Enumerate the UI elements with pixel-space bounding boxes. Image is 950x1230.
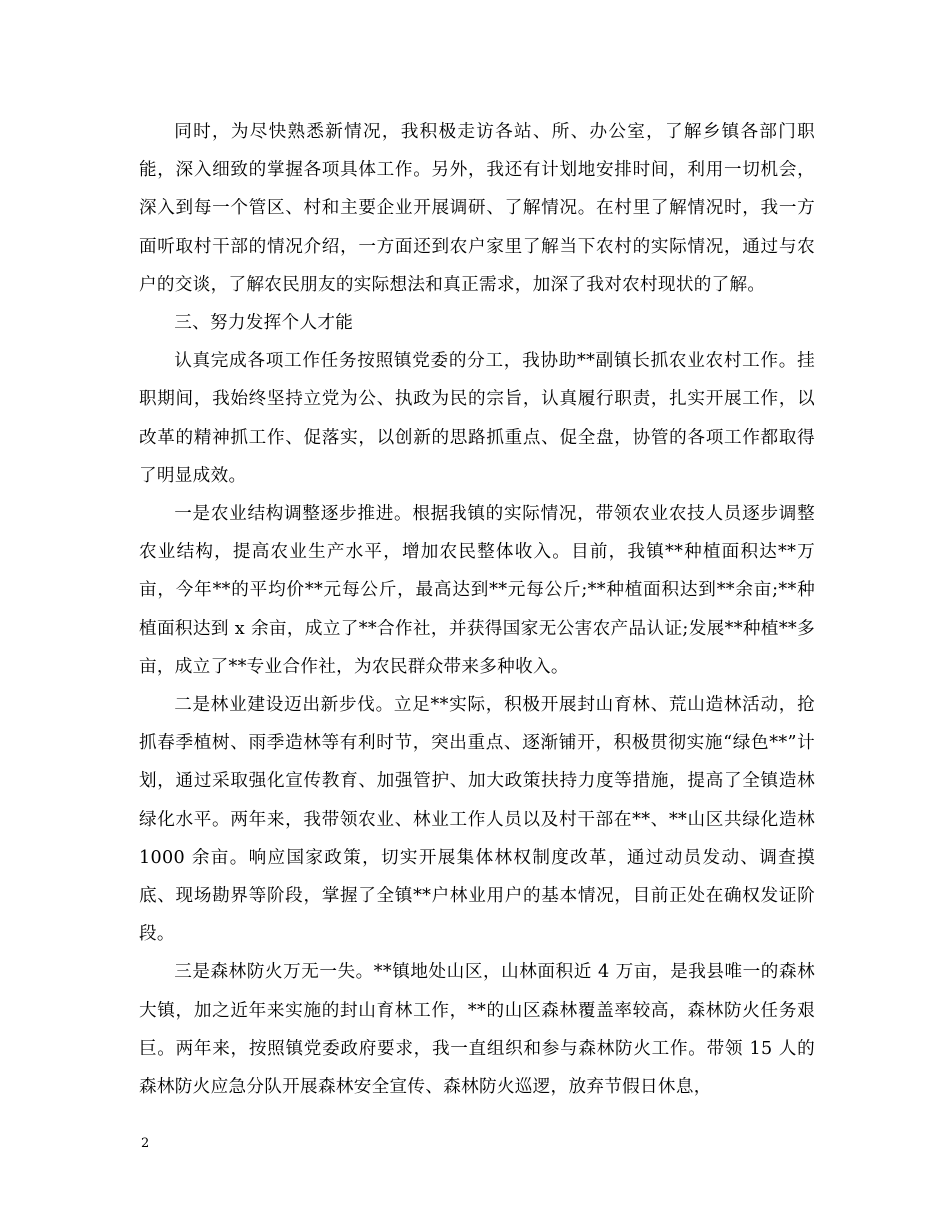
page-number: 2 — [141, 1136, 150, 1151]
document-body — [139, 113, 815, 1106]
section-heading-personal-ability: 三、努力发挥个人才能 — [174, 313, 354, 334]
paragraph-complete-tasks: 认真完成各项工作任务按照镇党委的分工，我协助**副镇长抓农业农村工作。挂职期间，我始终坚持立党为公、执政为民的宗旨，认真履行职责，扎实开展工作，以改革的精神抓工作、促落实，以创新的思路抓重点、促全盘，协管的各项工作都取得了明显成效。 — [139, 351, 815, 486]
paragraph-agriculture-structure: 一是农业结构调整逐步推进。根据我镇的实际情况，带领农业农技人员逐步调整农业结构，提高农业生产水平，增加农民整体收入。目前，我镇**种植面积达**万亩，今年**的平均价**元每公斤，最高达到**元每公斤;**种植面积达到**余亩;**种植面积达到 x 余亩，成立了**合作社，并获得国家无公害农产品认证;发展**种植**多亩，成立了**专业合作社，为农民群众带来多种收入。 — [139, 504, 815, 677]
paragraph-forestry-construction: 二是林业建设迈出新步伐。立足**实际，积极开展封山育林、荒山造林活动，抢抓春季植树、雨季造林等有利时节，突出重点、逐渐铺开，积极贯彻实施“绿色**”计划，通过采取强化宣传教育、加强管护、加大政策扶持力度等措施，提高了全镇造林绿化水平。两年来，我带领农业、林业工作人员以及村干部在**、**山区共绿化造林 1000 余亩。响应国家政策，切实开展集体林权制度改革，通过动员发动、调查摸底、现场勘界等阶段，掌握了全镇**户林业用户的基本情况，目前正处在确权发证阶段。 — [139, 695, 815, 945]
paragraph-visit-departments: 同时，为尽快熟悉新情况，我积极走访各站、所、办公室，了解乡镇各部门职能，深入细致的掌握各项具体工作。另外，我还有计划地安排时间，利用一切机会，深入到每一个管区、村和主要企业开展调研、了解情况。在村里了解情况时，我一方面听取村干部的情况介绍，一方面还到农户家里了解当下农村的实际情况，通过与农户的交谈，了解农民朋友的实际想法和真正需求，加深了我对农村现状的了解。 — [139, 122, 815, 295]
paragraph-forest-fire-prevention: 三是森林防火万无一失。**镇地处山区，山林面积近 4 万亩，是我县唯一的森林大镇，加之近年来实施的封山育林工作，**的山区森林覆盖率较高，森林防火任务艰巨。两年来，按照镇党委政府要求，我一直组织和参与森林防火工作。带领 15 人的森林防火应急分队开展森林安全宣传、森林防火巡逻，放弃节假日休息， — [139, 962, 815, 1098]
